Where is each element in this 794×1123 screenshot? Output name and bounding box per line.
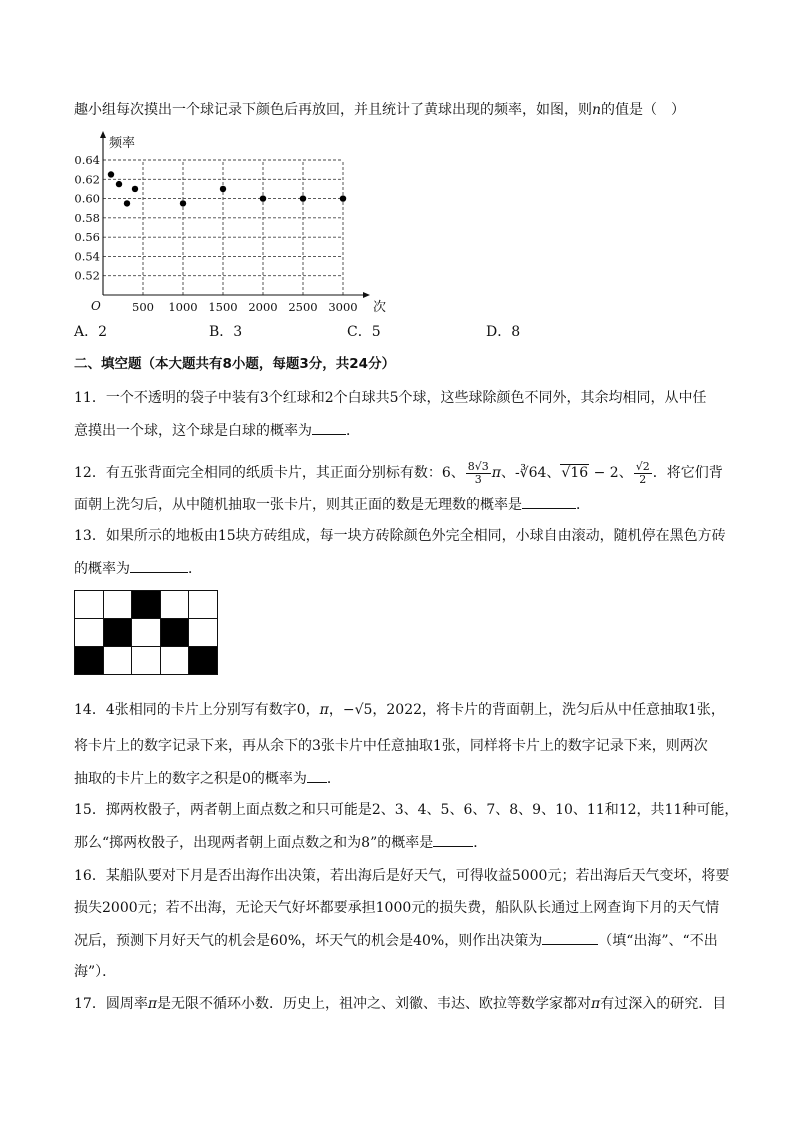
q15-line1: 15．掷两枚骰子，两者朝上面点数之和只可能是2、3、4、5、6、7、8、9、10、11和12，共11种可能，: [74, 802, 739, 818]
black-tile: [132, 591, 161, 619]
x-tick-label: 2500: [288, 300, 318, 314]
q13-line2: 的概率为 ．: [74, 558, 202, 578]
data-point: [132, 186, 138, 192]
q13-line1: 13．如果所示的地板由15块方砖组成，每一块方砖除颜色外完全相同，小球自由滚动，随机停在黑色方砖: [74, 528, 726, 544]
black-tile: [189, 647, 218, 675]
answer-blank: [542, 930, 598, 945]
data-point: [180, 200, 186, 206]
black-tile: [103, 619, 132, 647]
y-tick-label: 0.60: [74, 191, 100, 206]
white-tile: [132, 647, 161, 675]
y-axis-label: 频率: [109, 136, 136, 151]
y-tick-label: 0.62: [74, 172, 100, 187]
q12-line2: 面朝上洗匀后，从中随机抽取一张卡片，则其正面的数是无理数的概率是 ．: [74, 494, 590, 514]
x-axis-arrow: [363, 292, 370, 298]
x-tick-label: 1000: [168, 300, 198, 314]
white-tile: [103, 591, 132, 619]
y-tick-label: 0.58: [74, 210, 100, 225]
white-tile: [189, 591, 218, 619]
option-a: A．2: [74, 324, 108, 340]
x-tick-label: 3000: [328, 300, 358, 314]
y-tick-label: 0.56: [74, 230, 100, 245]
answer-blank: [307, 768, 327, 783]
data-point: [260, 195, 266, 201]
section-2-title: 二、填空题（本大题共有8小题，每题3分，共24分）: [74, 356, 396, 372]
data-point: [340, 195, 346, 201]
q16-line3: 况后，预测下月好天气的机会是60%，坏天气的机会是40%，则作出决策为 （填“出海”、“不出: [74, 930, 718, 950]
y-axis-arrow: [100, 131, 106, 138]
q11-line2: 意摸出一个球，这个球是白球的概率为 ．: [74, 420, 360, 440]
data-point: [300, 195, 306, 201]
data-point: [116, 181, 122, 187]
origin-label: O: [91, 299, 101, 313]
fraction-sqrt2-over-2: $\frac{√2}{2}$: [635, 459, 650, 486]
y-tick-label: 0.64: [74, 153, 100, 167]
x-tick-label: 1500: [208, 300, 238, 314]
tile-row: [75, 619, 218, 647]
q11-line1: 11．一个不透明的袋子中装有3个红球和2个白球共5个球，这些球除颜色不同外，其余均相同，从中任: [74, 390, 707, 406]
y-tick-label: 0.52: [74, 268, 100, 283]
q15-line2: 那么“掷两枚骰子，出现两者朝上面点数之和为8”的概率是 ．: [74, 832, 487, 852]
x-tick-label: 2000: [248, 300, 278, 314]
floor-tile-grid: [74, 590, 218, 675]
data-point: [124, 200, 130, 206]
frequency-chart: [70, 128, 400, 320]
q14-line3: 抽取的卡片上的数字之积是0的概率为 ．: [74, 768, 341, 788]
q16-line1: 16．某船队要对下月是否出海作出决策，若出海后是好天气，可得收益5000元；若出海后天气变坏，将要: [74, 868, 730, 884]
q17-line1: 17．圆周率π是无限不循环小数．历史上，祖冲之、刘徽、韦达、欧拉等数学家都对π有过深入的研究．目: [74, 996, 727, 1012]
black-tile: [75, 647, 104, 675]
option-d: D．8: [486, 324, 521, 340]
option-c: C．5: [347, 324, 381, 340]
q14-line1: 14．4张相同的卡片上分别写有数字0，π，−√5，2022，将卡片的背面朝上，洗匀后从中任意抽取1张，: [74, 702, 725, 718]
answer-blank: [130, 558, 188, 573]
data-point: [220, 186, 226, 192]
black-tile: [160, 619, 189, 647]
tile-row: [75, 591, 218, 619]
tile-row: [75, 647, 218, 675]
data-point: [108, 171, 114, 177]
q10-text: 趣小组每次摸出一个球记录下颜色后再放回，并且统计了黄球出现的频率，如图，则n的值是（ ）: [74, 102, 686, 118]
white-tile: [160, 591, 189, 619]
answer-blank: [522, 494, 576, 509]
white-tile: [189, 619, 218, 647]
y-tick-label: 0.54: [74, 249, 100, 264]
q14-line2: 将卡片上的数字记录下来，再从余下的3张卡片中任意抽取1张，同样将卡片上的数字记录下来，则两次: [74, 738, 708, 754]
answer-blank: [312, 420, 346, 435]
white-tile: [160, 647, 189, 675]
option-b: B．3: [209, 324, 243, 340]
answer-blank: [433, 832, 473, 847]
q16-line2: 损失2000元；若不出海，无论天气好坏都要承担1000元的损失费，船队队长通过上网查询下月的天气情: [74, 900, 720, 916]
x-axis-label: 次: [373, 300, 387, 315]
fraction-8sqrt3-over-3: $\frac{8√3}{3}$: [467, 459, 489, 486]
q16-line4: 海”）．: [74, 964, 117, 980]
white-tile: [75, 591, 104, 619]
q12-line1: 12．有五张背面完全相同的纸质卡片，其正面分别标有数：6、 $\frac{8√3}{3}$ π、-∛64、√16 − 2、 $\frac{√2}{2}$ ．将它们背: [74, 459, 723, 486]
white-tile: [132, 619, 161, 647]
white-tile: [103, 647, 132, 675]
x-tick-label: 500: [132, 300, 154, 314]
white-tile: [75, 619, 104, 647]
